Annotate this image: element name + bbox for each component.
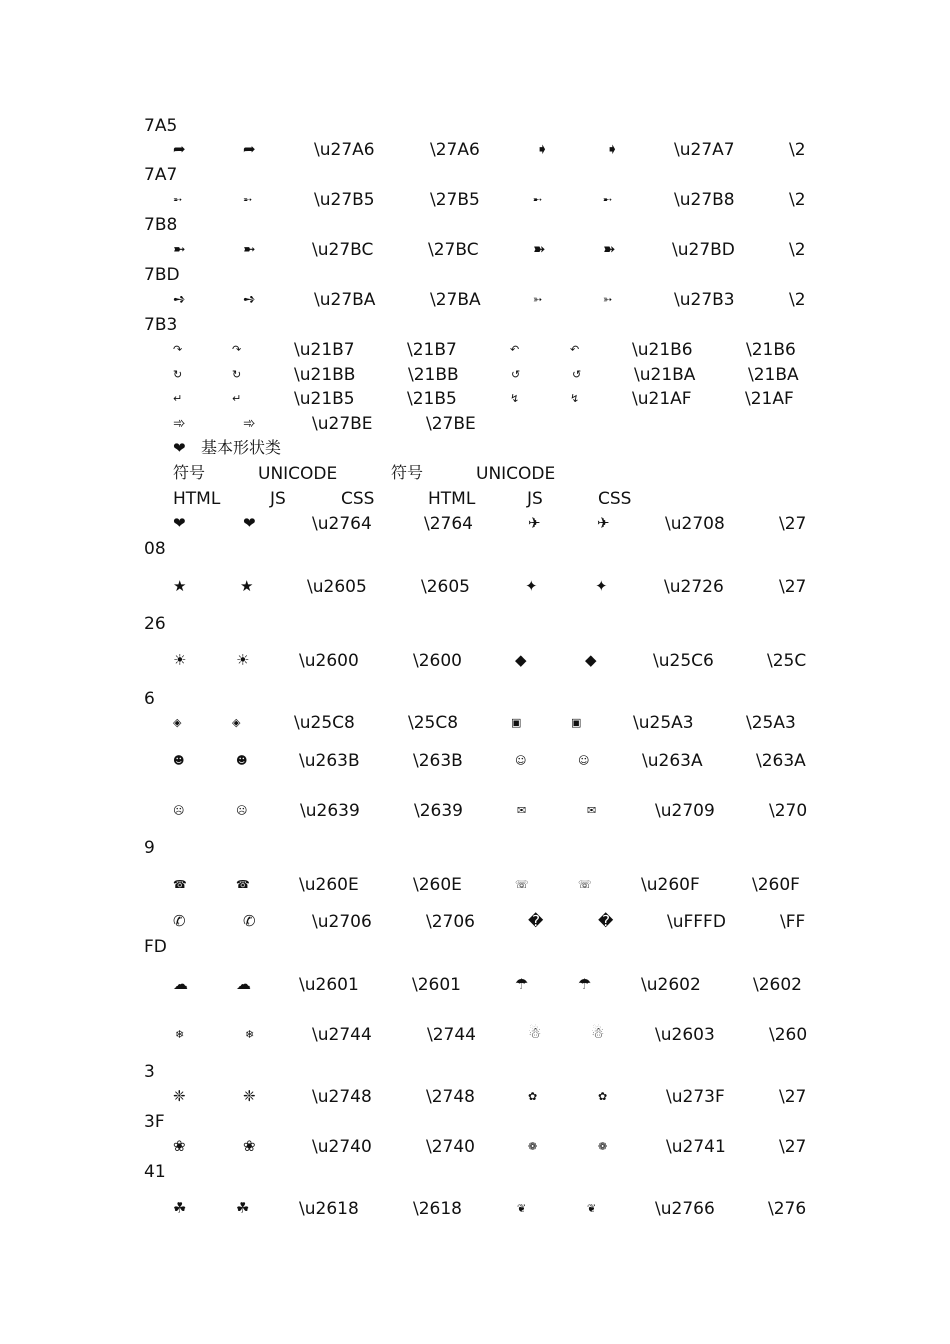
wrap-text: 41: [144, 1162, 166, 1182]
wrap-text: 9: [144, 838, 155, 858]
symbol-html: ❀: [173, 1137, 186, 1155]
header-unicode: UNICODE: [258, 464, 338, 484]
unicode-js: \u260F: [641, 875, 700, 895]
unicode-js: \u2603: [655, 1025, 715, 1045]
unicode-css: \27A6: [430, 140, 480, 160]
snowflake-icon: ❄: [175, 1028, 185, 1041]
symbol-html: ↵: [173, 392, 183, 405]
wrap-text: 7A5: [144, 116, 178, 136]
symbol-js: ➾: [243, 414, 256, 432]
unicode-js: \u25A3: [633, 713, 694, 733]
header-html: HTML: [173, 489, 221, 509]
unicode-css: \27: [779, 1087, 807, 1107]
symbol-js: ↯: [570, 392, 580, 405]
shamrock-icon: ☘: [236, 1199, 250, 1217]
symbol-js: ☎: [236, 878, 250, 891]
unicode-css: \25A3: [746, 713, 796, 733]
wrap-text: 7B8: [144, 215, 178, 235]
symbol-js: ➼: [243, 240, 256, 258]
snowflake-icon: ❄: [245, 1028, 255, 1041]
symbol-js: ➳: [603, 293, 613, 306]
unicode-css: \2706: [426, 912, 475, 932]
unicode-js: \u2601: [299, 975, 359, 995]
header-js: JS: [270, 489, 286, 509]
symbol-html: ☁: [173, 975, 188, 993]
unicode-js: \u21BA: [634, 365, 696, 385]
symbol-js: ☻: [236, 754, 248, 767]
replacement-character-icon: �: [528, 912, 544, 930]
unicode-css: \2639: [414, 801, 463, 821]
header-css: CSS: [598, 489, 632, 509]
flower-icon: ✿: [598, 1090, 608, 1103]
umbrella-icon: ☂: [515, 975, 529, 993]
symbol-html: ✈: [528, 514, 541, 532]
snowman-icon: ☃: [591, 1024, 605, 1042]
symbol-html: ➾: [173, 414, 186, 432]
unicode-js: \u27B5: [314, 190, 375, 210]
unicode-js: \u27BD: [672, 240, 735, 260]
wrap-text: 26: [144, 614, 166, 634]
symbol-html: ↶: [510, 343, 520, 356]
unicode-css: \2748: [426, 1087, 475, 1107]
unicode-css: \260E: [413, 875, 462, 895]
symbol-js: ❀: [243, 1137, 256, 1155]
unicode-css: \2602: [753, 975, 802, 995]
symbol-html: ☺: [515, 754, 527, 767]
unicode-js: \u2639: [300, 801, 360, 821]
wrap-text: 7A7: [144, 165, 178, 185]
symbol-html: ★: [173, 577, 187, 595]
symbol-js: ❈: [243, 1087, 256, 1105]
symbol-html: ➵: [173, 193, 183, 206]
symbol-html: ✦: [525, 577, 538, 595]
symbol-js: ↻: [232, 368, 242, 381]
wrap-text: 3: [144, 1062, 155, 1082]
unicode-css: \2618: [413, 1199, 462, 1219]
wrap-text: 08: [144, 539, 166, 559]
heart-icon: ❦: [587, 1202, 597, 1215]
symbol-js: ➽: [603, 240, 616, 258]
unicode-css: \276: [768, 1199, 807, 1219]
symbol-js: ☏: [578, 878, 592, 891]
symbol-html: ➼: [173, 240, 186, 258]
unicode-css: \21AF: [745, 389, 794, 409]
unicode-css: \270: [769, 801, 808, 821]
unicode-js: \u21B6: [632, 340, 693, 360]
unicode-js: \u2602: [641, 975, 701, 995]
unicode-js: \u2748: [312, 1087, 372, 1107]
unicode-js: \u21BB: [294, 365, 356, 385]
symbol-js: ☀: [236, 651, 250, 669]
unicode-js: \u2709: [655, 801, 715, 821]
unicode-js: \u27B8: [674, 190, 735, 210]
symbol-js: ☁: [236, 975, 251, 993]
unicode-js: \u25C8: [294, 713, 355, 733]
unicode-css: \25C: [767, 651, 807, 671]
symbol-html: ➧: [536, 140, 549, 158]
symbol-js: ☹: [236, 804, 248, 817]
replacement-character-icon: �: [598, 912, 614, 930]
wrap-text: 7BD: [144, 265, 180, 285]
symbol-js: ✆: [243, 912, 256, 930]
flower-icon: ❁: [598, 1140, 608, 1153]
section-title: 基本形状类: [201, 438, 282, 457]
unicode-css: \27B5: [430, 190, 480, 210]
unicode-js: \u2740: [312, 1137, 372, 1157]
wrap-text: FD: [144, 937, 167, 957]
symbol-js: ◆: [585, 651, 597, 669]
symbol-js: ↶: [570, 343, 580, 356]
unicode-js: \u27BA: [314, 290, 376, 310]
unicode-js: \u2605: [307, 577, 367, 597]
unicode-js: \u2741: [666, 1137, 726, 1157]
unicode-js: \u27A7: [674, 140, 735, 160]
symbol-html: ➺: [173, 290, 186, 308]
unicode-css: \260F: [752, 875, 800, 895]
symbol-html: ➸: [533, 193, 543, 206]
unicode-css: \2: [789, 240, 806, 260]
unicode-css: \2740: [426, 1137, 475, 1157]
header-symbol: 符号: [173, 463, 206, 482]
symbol-html: ➽: [533, 240, 546, 258]
symbol-js: ✦: [595, 577, 608, 595]
unicode-css: \2: [789, 290, 806, 310]
symbol-js: ↵: [232, 392, 242, 405]
unicode-js: \u2706: [312, 912, 372, 932]
unicode-js: \u25C6: [653, 651, 714, 671]
unicode-css: \2601: [412, 975, 461, 995]
snowman-icon: ☃: [528, 1024, 542, 1042]
unicode-css: \2744: [427, 1025, 476, 1045]
symbol-html: ☻: [173, 754, 185, 767]
symbol-html: ☹: [173, 804, 185, 817]
symbol-html: ☏: [515, 878, 529, 891]
unicode-js: \uFFFD: [667, 912, 726, 932]
unicode-js: \u2764: [312, 514, 372, 534]
symbol-html: ↷: [173, 343, 183, 356]
unicode-css: \27: [779, 577, 807, 597]
header-unicode: UNICODE: [476, 464, 556, 484]
unicode-css: \21BA: [748, 365, 799, 385]
symbol-html: ✉: [517, 804, 527, 817]
unicode-js: \u27BE: [312, 414, 373, 434]
symbol-js: ➦: [243, 140, 256, 158]
unicode-js: \u263A: [642, 751, 703, 771]
shamrock-icon: ☘: [173, 1199, 187, 1217]
symbol-js: ▣: [571, 716, 582, 729]
symbol-html: ◈: [173, 716, 182, 729]
unicode-js: \u21AF: [632, 389, 692, 409]
unicode-js: \u2708: [665, 514, 725, 534]
unicode-css: \25C8: [408, 713, 459, 733]
symbol-html: ↯: [510, 392, 520, 405]
symbol-js: ➺: [243, 290, 256, 308]
symbol-js: ✉: [587, 804, 597, 817]
symbol-html: ◆: [515, 651, 527, 669]
unicode-css: \27BA: [430, 290, 481, 310]
symbol-js: ➸: [603, 193, 613, 206]
unicode-js: \u2726: [664, 577, 724, 597]
symbol-js: ◈: [232, 716, 241, 729]
header-html: HTML: [428, 489, 476, 509]
unicode-css: \21B6: [746, 340, 796, 360]
symbol-js: ☺: [578, 754, 590, 767]
unicode-css: \2600: [413, 651, 462, 671]
unicode-js: \u27A6: [314, 140, 375, 160]
unicode-js: \u27B3: [674, 290, 735, 310]
unicode-js: \u260E: [299, 875, 359, 895]
unicode-css: \27BE: [426, 414, 476, 434]
unicode-css: \2: [789, 140, 806, 160]
unicode-js: \u2618: [299, 1199, 359, 1219]
symbol-html: ↺: [511, 368, 521, 381]
heart-bullet-icon: ❤: [173, 439, 186, 457]
symbol-js: ➵: [243, 193, 253, 206]
heart-icon: ❦: [517, 1202, 527, 1215]
umbrella-icon: ☂: [578, 975, 592, 993]
symbol-html: ▣: [511, 716, 522, 729]
symbol-js: ❤: [243, 514, 256, 532]
unicode-css: \2764: [424, 514, 473, 534]
symbol-js: ➧: [606, 140, 619, 158]
unicode-css: \2605: [421, 577, 470, 597]
header-js: JS: [527, 489, 543, 509]
symbol-html: ➳: [533, 293, 543, 306]
unicode-css: \2: [789, 190, 806, 210]
unicode-js: \u27BC: [312, 240, 374, 260]
unicode-css: \263B: [413, 751, 463, 771]
symbol-html: ↻: [173, 368, 183, 381]
symbol-html: ➦: [173, 140, 186, 158]
symbol-js: ★: [240, 577, 254, 595]
unicode-css: \263A: [756, 751, 806, 771]
symbol-html: ☎: [173, 878, 187, 891]
symbol-js: ✈: [597, 514, 610, 532]
unicode-css: \27: [779, 514, 807, 534]
unicode-css: \260: [769, 1025, 808, 1045]
unicode-js: \u2600: [299, 651, 359, 671]
symbol-html: ❈: [173, 1087, 186, 1105]
unicode-css: \FF: [780, 912, 806, 932]
symbol-html: ☀: [173, 651, 187, 669]
wrap-text: 3F: [144, 1112, 165, 1132]
symbol-js: ↺: [572, 368, 582, 381]
flower-icon: ❁: [528, 1140, 538, 1153]
unicode-js: \u21B5: [294, 389, 355, 409]
flower-icon: ✿: [528, 1090, 538, 1103]
symbol-js: ↷: [232, 343, 242, 356]
unicode-css: \21B5: [407, 389, 457, 409]
unicode-js: \u2766: [655, 1199, 715, 1219]
unicode-js: \u273F: [666, 1087, 725, 1107]
unicode-js: \u2744: [312, 1025, 372, 1045]
wrap-text: 6: [144, 689, 155, 709]
symbol-html: ❤: [173, 514, 186, 532]
unicode-css: \27: [779, 1137, 807, 1157]
unicode-js: \u21B7: [294, 340, 355, 360]
symbol-html: ✆: [173, 912, 186, 930]
unicode-css: \21B7: [407, 340, 457, 360]
wrap-text: 7B3: [144, 315, 178, 335]
unicode-css: \21BB: [408, 365, 459, 385]
unicode-js: \u263B: [299, 751, 360, 771]
header-symbol: 符号: [391, 463, 424, 482]
header-css: CSS: [341, 489, 375, 509]
unicode-css: \27BC: [428, 240, 479, 260]
